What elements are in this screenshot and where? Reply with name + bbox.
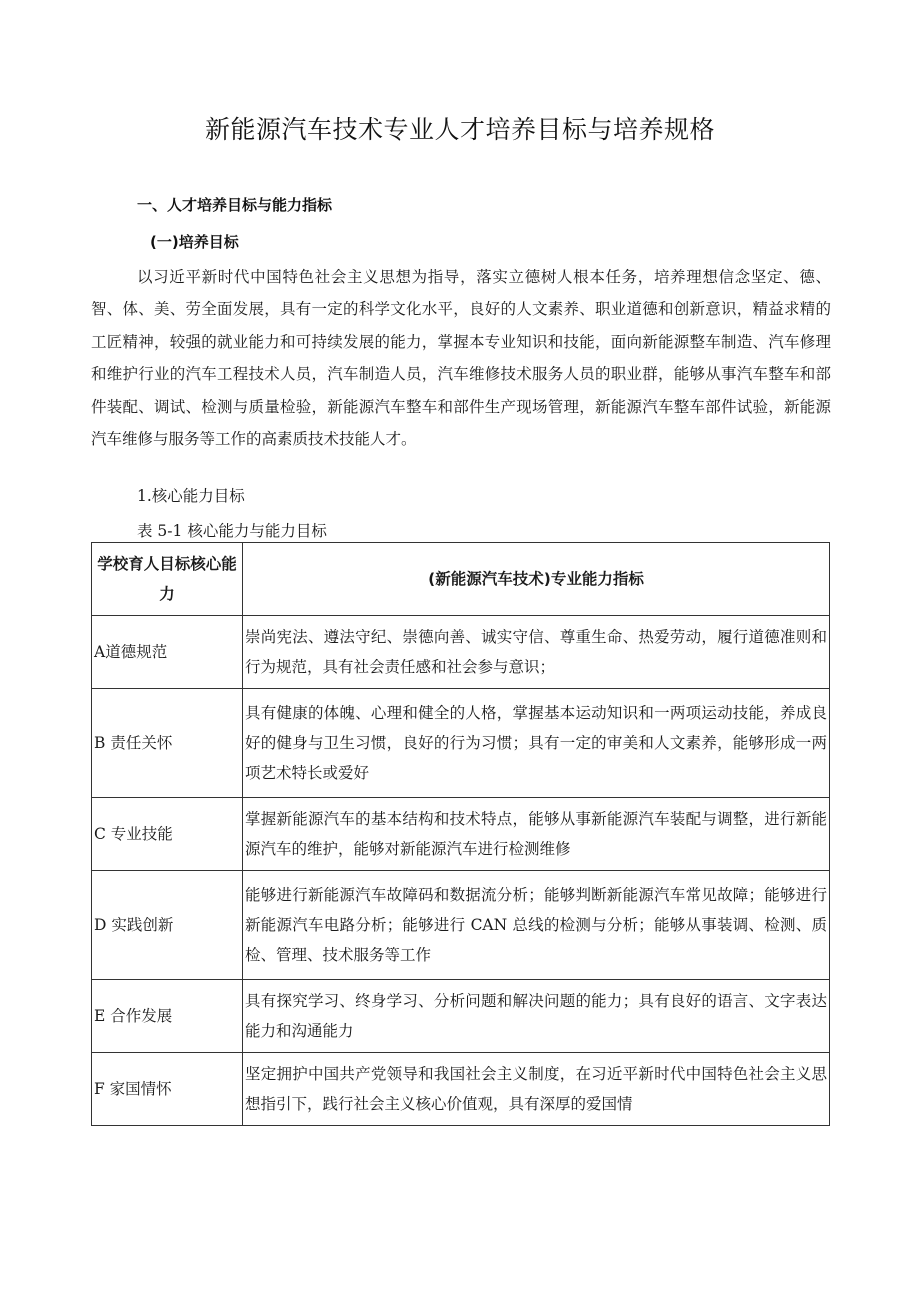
sub-heading: (一)培养目标 <box>150 233 239 251</box>
ability-cell: D 实践创新 <box>92 871 243 980</box>
table-row <box>92 689 830 798</box>
table-header-row <box>92 543 830 616</box>
ability-cell: F 家国情怀 <box>92 1053 243 1126</box>
header-ability-indicator: (新能源汽车技术)专业能力指标 <box>243 543 830 616</box>
ability-cell: A道德规范 <box>92 616 243 689</box>
page-title: 新能源汽车技术专业人才培养目标与培养规格 <box>204 115 715 144</box>
item-heading: 1.核心能力目标 <box>137 487 245 505</box>
description-cell: 能够进行新能源汽车故障码和数据流分析；能够判断新能源汽车常见故障；能够进行新能源汽车电路分析；能够进行 CAN 总线的检测与分析；能够从事装调、检测、质检、管理、技术服务等工作 <box>243 871 830 980</box>
description-cell: 坚定拥护中国共产党领导和我国社会主义制度，在习近平新时代中国特色社会主义思想指引下，践行社会主义核心价值观，具有深厚的爱国情 <box>243 1053 830 1126</box>
table-row <box>92 980 830 1053</box>
description-cell: 具有健康的体魄、心理和健全的人格，掌握基本运动知识和一两项运动技能，养成良好的健身与卫生习惯，良好的行为习惯；具有一定的审美和人文素养，能够形成一两项艺术特长或爱好 <box>243 689 830 798</box>
description-cell: 具有探究学习、终身学习、分析问题和解决问题的能力；具有良好的语言、文字表达能力和沟通能力 <box>243 980 830 1053</box>
ability-cell: B 责任关怀 <box>92 689 243 798</box>
body-paragraph: 以习近平新时代中国特色社会主义思想为指导，落实立德树人根本任务，培养理想信念坚定、德、智、体、美、劳全面发展，具有一定的科学文化水平，良好的人文素养、职业道德和创新意识，精益求精的工匠精神，较强的就业能力和可持续发展的能力，掌握本专业知识和技能，面向新能源整车制造、汽车修理和维护行业的汽车工程技术人员，汽车制造人员，汽车维修技术服务人员的职业群，能够从事汽车整车和部件装配、调试、检测与质量检验，新能源汽车整车和部件生产现场管理，新能源汽车整车部件试验，新能源汽车维修与服务等工作的高素质技术技能人才。 <box>91 268 831 449</box>
table-caption: 表 5-1 核心能力与能力目标 <box>137 522 327 540</box>
ability-table <box>91 542 830 1126</box>
table-row <box>92 616 830 689</box>
header-core-ability: 学校育人目标核心能力 <box>92 543 243 616</box>
table-row <box>92 798 830 871</box>
ability-cell: C 专业技能 <box>92 798 243 871</box>
table-row <box>92 1053 830 1126</box>
section-heading: 一、人才培养目标与能力指标 <box>137 196 333 214</box>
ability-cell: E 合作发展 <box>92 980 243 1053</box>
table-row <box>92 871 830 980</box>
description-cell: 崇尚宪法、遵法守纪、崇德向善、诚实守信、尊重生命、热爱劳动，履行道德准则和行为规范，具有社会责任感和社会参与意识； <box>243 616 830 689</box>
description-cell: 掌握新能源汽车的基本结构和技术特点，能够从事新能源汽车装配与调整，进行新能源汽车的维护，能够对新能源汽车进行检测维修 <box>243 798 830 871</box>
